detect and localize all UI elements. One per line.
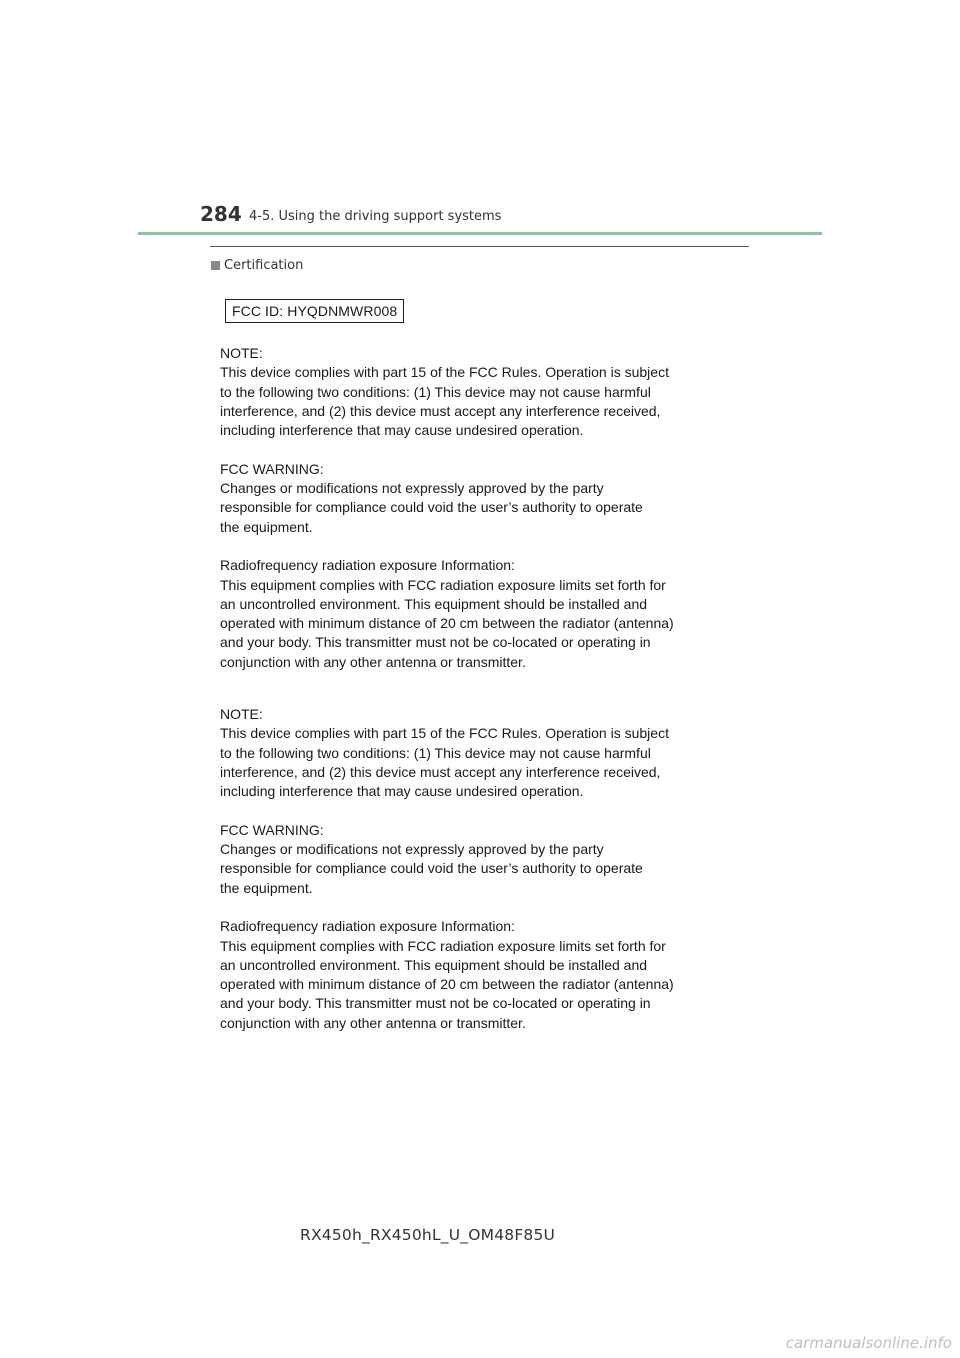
notice-line: an uncontrolled environment. This equipment should be installed and: [220, 595, 648, 612]
notice-line: NOTE:: [220, 345, 263, 361]
fcc-notice-2: [220, 705, 740, 1033]
notice-line: interference, and (2) this device must accept any interference received,: [220, 763, 661, 780]
section-title: 4-5. Using the driving support systems: [249, 209, 502, 224]
notice-line: including interference that may cause undesired operation.: [220, 422, 584, 439]
notice-line: FCC WARNING:: [220, 821, 324, 838]
notice-line: and your body. This transmitter must not be co-located or operating in: [220, 634, 651, 651]
notice-line: Changes or modifications not expressly approved by the party: [220, 480, 604, 497]
notice-line: Changes or modifications not expressly approved by the party: [220, 841, 604, 858]
notice-line: operated with minimum distance of 20 cm between the radiator (antenna): [220, 976, 674, 993]
notice-line: and your body. This transmitter must not be co-located or operating in: [220, 995, 651, 1012]
fcc-id-label: FCC ID: HYQDNMWR008: [225, 299, 404, 323]
notice-line: the equipment.: [220, 879, 313, 896]
notice-line: This device complies with part 15 of the FCC Rules. Operation is subject: [220, 725, 669, 742]
notice-line: responsible for compliance could void the user’s authority to operate: [220, 860, 643, 877]
notice-gap: [220, 898, 740, 917]
notice-line: to the following two conditions: (1) This device may not cause harmful: [220, 744, 651, 761]
square-bullet-icon: [211, 261, 220, 270]
header-rule: [138, 232, 822, 235]
subheading-certification: [211, 258, 303, 273]
notice-line: NOTE:: [220, 706, 263, 722]
notice-line: Radiofrequency radiation exposure Information:: [220, 918, 515, 935]
notice-line: operated with minimum distance of 20 cm between the radiator (antenna): [220, 615, 674, 632]
notice-line: responsible for compliance could void the user’s authority to operate: [220, 499, 643, 516]
notice-gap: [220, 537, 740, 556]
subheading-label: Certification: [224, 258, 304, 273]
fcc-notice-1: [220, 344, 740, 672]
watermark: carmanualsonline.info: [785, 1334, 952, 1352]
notice-line: to the following two conditions: (1) This device may not cause harmful: [220, 383, 651, 400]
notice-gap: [220, 440, 740, 459]
notice-line: interference, and (2) this device must accept any interference received,: [220, 402, 661, 419]
notice-line: an uncontrolled environment. This equipment should be installed and: [220, 956, 648, 973]
section-divider: [210, 246, 749, 247]
notice-line: FCC WARNING:: [220, 460, 324, 477]
notice-gap: [220, 801, 740, 820]
notice-line: This device complies with part 15 of the FCC Rules. Operation is subject: [220, 364, 669, 381]
manual-code: RX450h_RX450hL_U_OM48F85U: [300, 1226, 556, 1244]
page-number: 284: [200, 202, 242, 226]
notice-line: Radiofrequency radiation exposure Information:: [220, 557, 515, 574]
notice-line: conjunction with any other antenna or transmitter.: [220, 1014, 526, 1031]
notice-line: This equipment complies with FCC radiation exposure limits set forth for: [220, 937, 666, 954]
notice-line: including interference that may cause undesired operation.: [220, 783, 584, 800]
notice-line: This equipment complies with FCC radiation exposure limits set forth for: [220, 576, 666, 593]
notice-line: conjunction with any other antenna or transmitter.: [220, 653, 526, 670]
notice-line: the equipment.: [220, 518, 313, 535]
